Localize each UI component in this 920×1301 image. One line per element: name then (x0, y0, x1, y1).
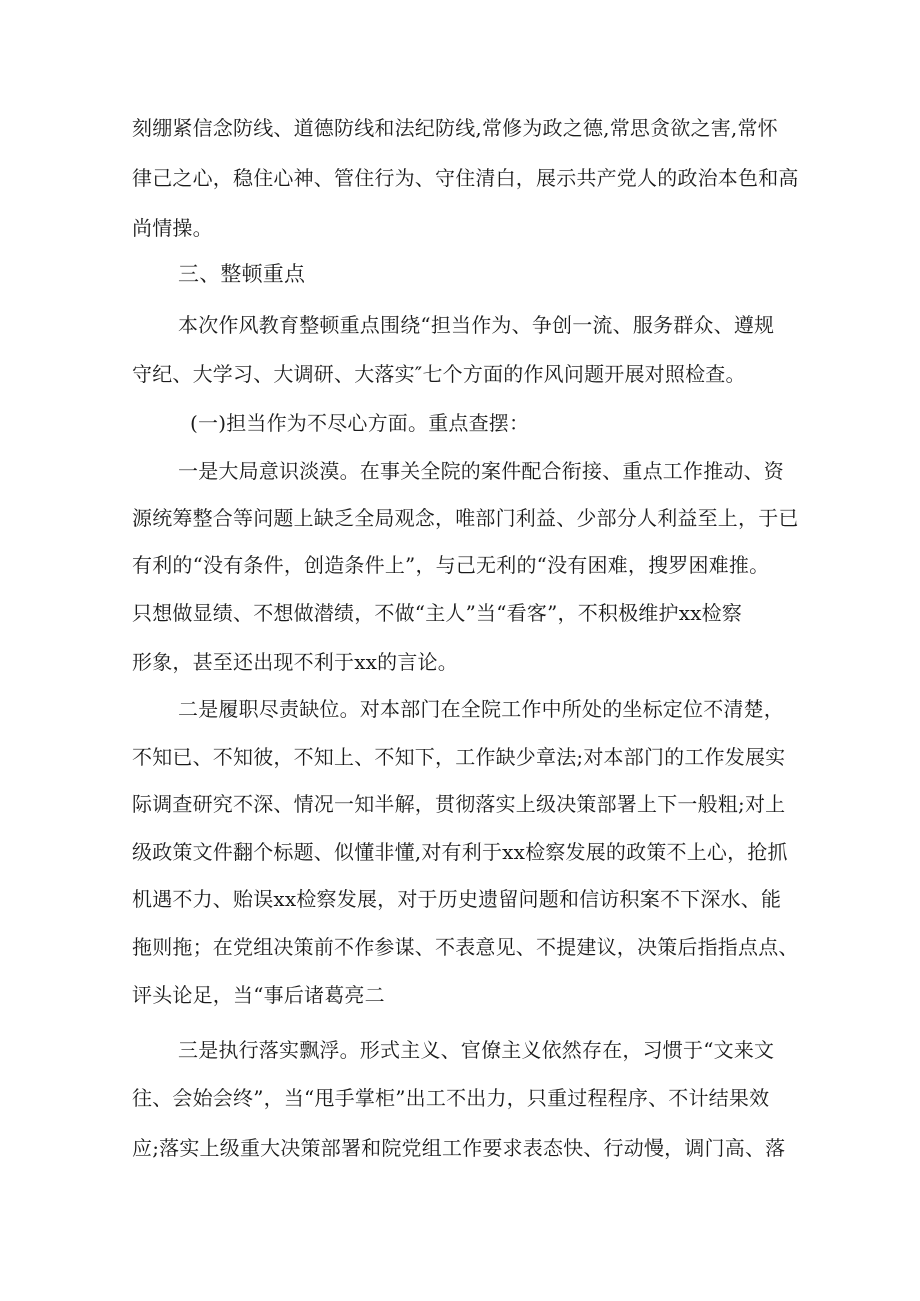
paragraph-line: 守纪、大学习、大调研、大落实″七个方面的作风问题开展对照检查。 (132, 362, 746, 386)
paragraph-line: 二是履职尽责缺位。对本部门在全院工作中所处的坐标定位不清楚， (178, 697, 784, 721)
paragraph-line: 刻绷紧信念防线、道德防线和法纪防线,常修为政之德,常思贪欲之害,常怀 (132, 116, 778, 140)
paragraph-line: 评头论足，当“事后诸葛亮二 (132, 983, 385, 1007)
paragraph-line: 机遇不力、贻误xx检察发展，对于历史遗留问题和信访积案不下深水、能 (132, 887, 782, 911)
paragraph-line: 三是执行落实飘浮。形式主义、官僚主义依然存在，习惯于“文来文 (178, 1038, 775, 1062)
subsection-heading: (一)担当作为不尽心方面。重点查摆： (190, 411, 530, 435)
paragraph-line: 形象，甚至还出现不利于xx的言论。 (132, 650, 458, 674)
paragraph-line: 级政策文件翻个标题、似懂非懂,对有利于xx检察发展的政策不上心，抢抓 (132, 840, 788, 864)
paragraph-line: 源统筹整合等问题上缺乏全局观念，唯部门利益、少部分人利益至上，于已 (132, 506, 799, 530)
paragraph-line: 拖则拖；在党组决策前不作参谋、不表意见、不提建议，决策后指指点点、 (132, 935, 799, 959)
paragraph-line: 往、会始会终”，当“甩手掌柜”出工不出力，只重过程程序、不计结果效 (132, 1086, 770, 1110)
section-heading: 三、整顿重点 (178, 262, 306, 286)
paragraph-line: 际调查研究不深、情况一知半解，贯彻落实上级决策部署上下一般粗;对上 (132, 792, 786, 816)
paragraph-line: 一是大局意识淡漠。在事关全院的案件配合衔接、重点工作推动、资 (178, 459, 784, 483)
paragraph-line: 尚情操。 (132, 216, 213, 240)
paragraph-line: 律己之心，稳住心神、管住行为、守住清白，展示共产党人的政治本色和高 (132, 166, 799, 190)
paragraph-line: 不知已、不知彼，不知上、不知下，工作缺少章法;对本部门的工作发展实 (132, 745, 786, 769)
paragraph-line: 应;落实上级重大决策部署和院党组工作要求表态快、行动慢，调门高、落 (132, 1136, 786, 1160)
paragraph-line: 有利的“没有条件，创造条件上”，与己无利的“没有困难，搜罗困难推。 (132, 553, 770, 577)
paragraph-line: 只想做显绩、不想做潜绩，不做“主人”当“看客”，不积极维护xx检察 (132, 601, 743, 625)
paragraph-line: 本次作风教育整顿重点围绕“担当作为、争创一流、服务群众、遵规 (178, 313, 775, 337)
